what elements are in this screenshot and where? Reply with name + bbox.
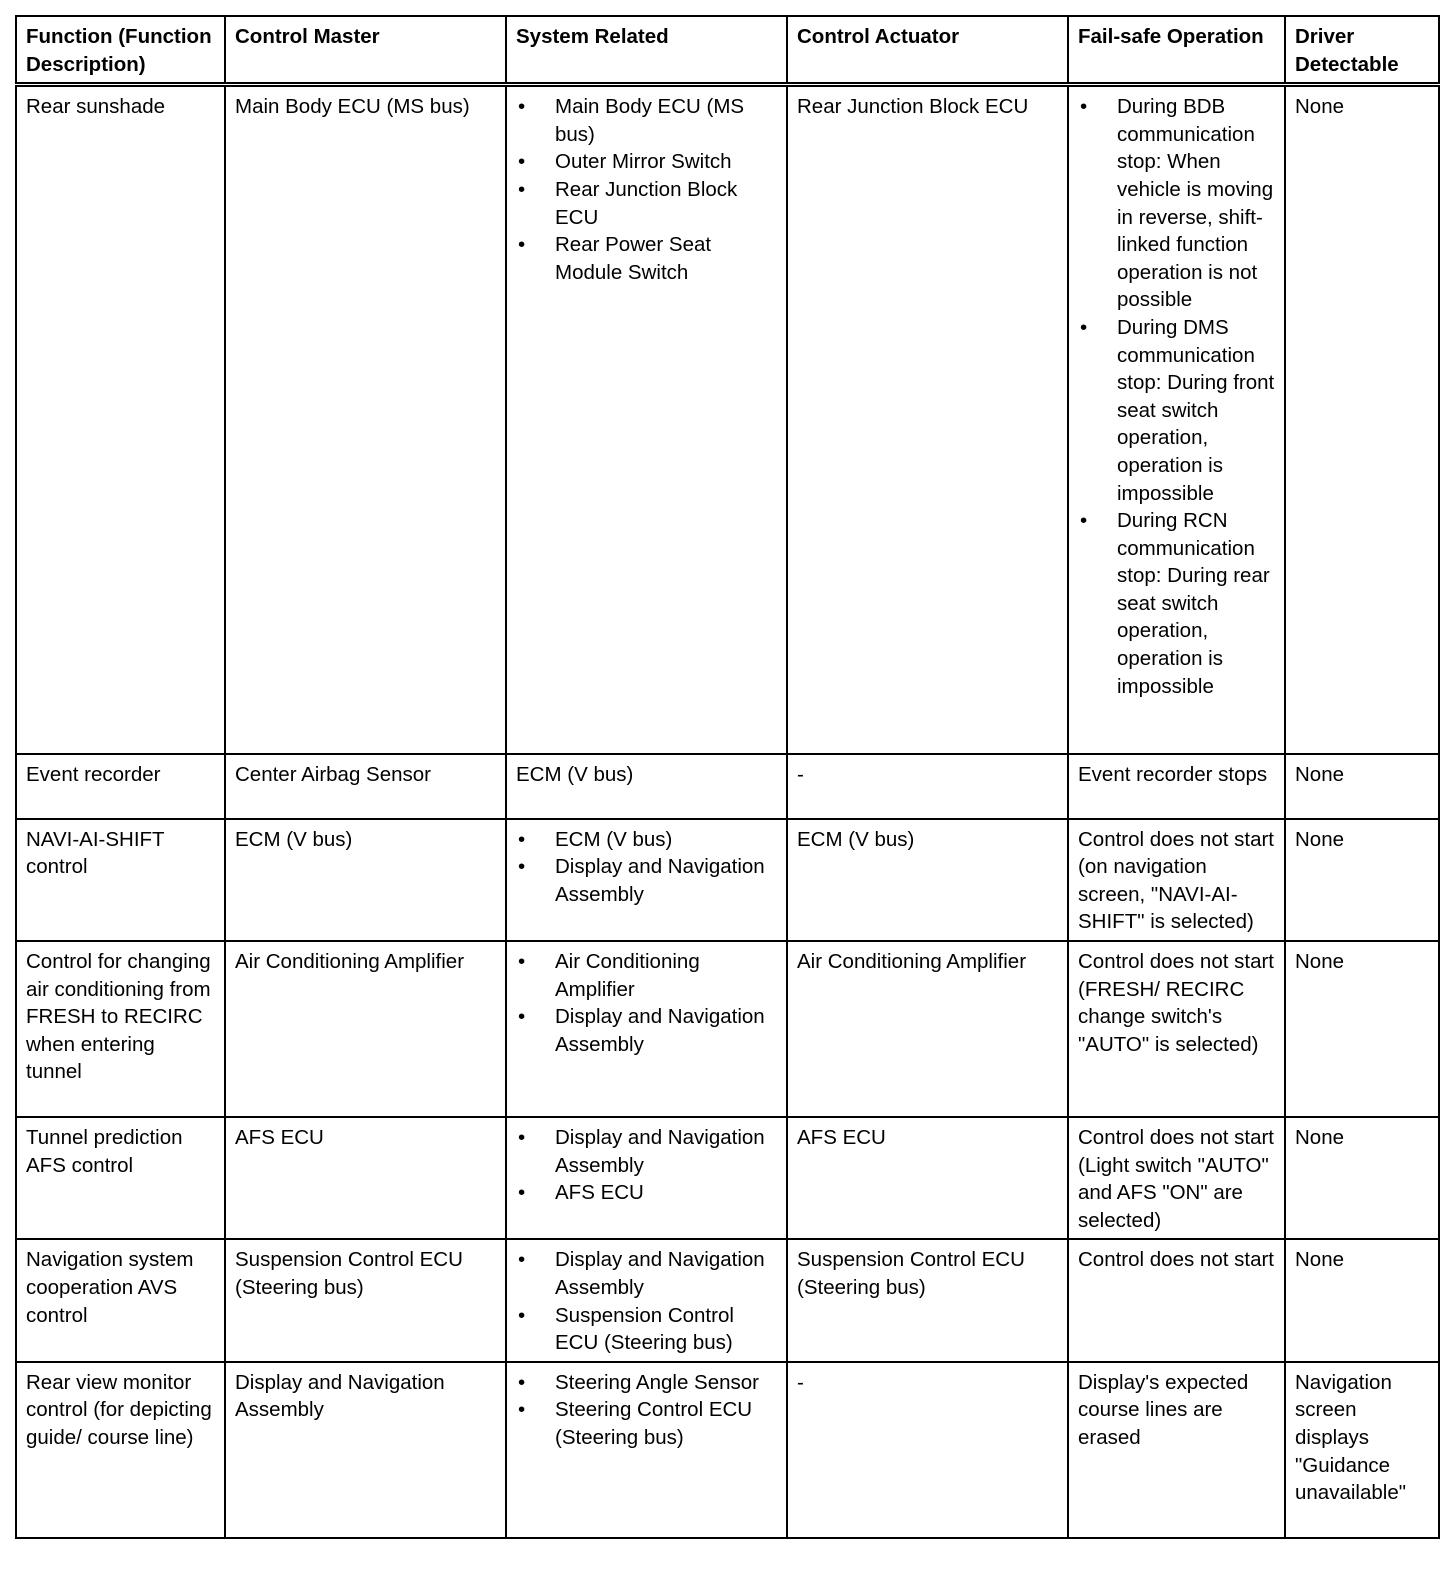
list-item: • Display and Navigation Assembly bbox=[516, 1246, 777, 1301]
table-row bbox=[16, 1362, 1439, 1538]
cell-system-related: ECM (V bus) bbox=[506, 754, 787, 819]
table-row bbox=[16, 1117, 1439, 1239]
list-item: • Display and Navigation Assembly bbox=[516, 853, 777, 908]
list-item: • During BDB communication stop: When vehicle is moving in reverse, shift-linked function operation is not possible bbox=[1078, 93, 1275, 314]
header-control-actuator: Control Actuator bbox=[787, 16, 1068, 85]
cell-fail-safe: Control does not start (Light switch "AUTO" and AFS "ON" are selected) bbox=[1068, 1117, 1285, 1239]
cell-function: NAVI-AI-SHIFT control bbox=[16, 819, 225, 941]
list-item: • Display and Navigation Assembly bbox=[516, 1124, 777, 1179]
cell-control-master: Suspension Control ECU (Steering bus) bbox=[225, 1239, 506, 1361]
cell-system-related bbox=[506, 819, 787, 941]
cell-control-actuator: Rear Junction Block ECU bbox=[787, 85, 1068, 754]
list-item: • Main Body ECU (MS bus) bbox=[516, 93, 777, 148]
header-row bbox=[16, 16, 1439, 85]
cell-control-actuator: Suspension Control ECU (Steering bus) bbox=[787, 1239, 1068, 1361]
cell-control-master: Main Body ECU (MS bus) bbox=[225, 85, 506, 754]
header-function: Function (Function Description) bbox=[16, 16, 225, 85]
cell-driver-detectable: Navigation screen displays "Guidance unavailable" bbox=[1285, 1362, 1439, 1538]
list-item: • Rear Junction Block ECU bbox=[516, 176, 777, 231]
cell-control-actuator: - bbox=[787, 754, 1068, 819]
cell-system-related bbox=[506, 941, 787, 1117]
header-fail-safe: Fail-safe Operation bbox=[1068, 16, 1285, 85]
cell-driver-detectable: None bbox=[1285, 941, 1439, 1117]
cell-control-master: Display and Navigation Assembly bbox=[225, 1362, 506, 1538]
cell-function: Tunnel prediction AFS control bbox=[16, 1117, 225, 1239]
cell-system-related bbox=[506, 85, 787, 754]
cell-driver-detectable: None bbox=[1285, 1239, 1439, 1361]
cell-fail-safe: Control does not start (on navigation screen, "NAVI-AI-SHIFT" is selected) bbox=[1068, 819, 1285, 941]
cell-fail-safe bbox=[1068, 85, 1285, 754]
cell-system-related bbox=[506, 1239, 787, 1361]
cell-control-actuator: - bbox=[787, 1362, 1068, 1538]
list-item: • During RCN communication stop: During rear seat switch operation, operation is impossible bbox=[1078, 507, 1275, 700]
cell-function: Event recorder bbox=[16, 754, 225, 819]
function-table bbox=[15, 15, 1440, 1539]
table-row bbox=[16, 941, 1439, 1117]
cell-function: Control for changing air conditioning from FRESH to RECIRC when entering tunnel bbox=[16, 941, 225, 1117]
table-row bbox=[16, 754, 1439, 819]
cell-fail-safe: Display's expected course lines are erased bbox=[1068, 1362, 1285, 1538]
table-row bbox=[16, 1239, 1439, 1361]
cell-control-master: Center Airbag Sensor bbox=[225, 754, 506, 819]
cell-control-actuator: ECM (V bus) bbox=[787, 819, 1068, 941]
header-driver-detectable: Driver Detectable bbox=[1285, 16, 1439, 85]
list-item: • Display and Navigation Assembly bbox=[516, 1003, 777, 1058]
list-item: • Steering Angle Sensor bbox=[516, 1369, 777, 1397]
cell-control-master: ECM (V bus) bbox=[225, 819, 506, 941]
cell-fail-safe: Event recorder stops bbox=[1068, 754, 1285, 819]
list-item: • ECM (V bus) bbox=[516, 826, 777, 854]
document-page bbox=[15, 15, 1438, 1539]
header-control-master: Control Master bbox=[225, 16, 506, 85]
cell-fail-safe: Control does not start bbox=[1068, 1239, 1285, 1361]
list-item: • AFS ECU bbox=[516, 1179, 777, 1207]
list-item: • Outer Mirror Switch bbox=[516, 148, 777, 176]
cell-fail-safe: Control does not start (FRESH/ RECIRC change switch's "AUTO" is selected) bbox=[1068, 941, 1285, 1117]
header-system-related: System Related bbox=[506, 16, 787, 85]
cell-driver-detectable: None bbox=[1285, 85, 1439, 754]
cell-control-master: AFS ECU bbox=[225, 1117, 506, 1239]
cell-control-actuator: AFS ECU bbox=[787, 1117, 1068, 1239]
list-item: • Rear Power Seat Module Switch bbox=[516, 231, 777, 286]
cell-driver-detectable: None bbox=[1285, 1117, 1439, 1239]
cell-function: Rear sunshade bbox=[16, 85, 225, 754]
list-item: • Air Conditioning Amplifier bbox=[516, 948, 777, 1003]
table-row bbox=[16, 85, 1439, 754]
cell-function: Navigation system cooperation AVS control bbox=[16, 1239, 225, 1361]
table-row bbox=[16, 819, 1439, 941]
cell-driver-detectable: None bbox=[1285, 819, 1439, 941]
cell-system-related bbox=[506, 1362, 787, 1538]
cell-control-master: Air Conditioning Amplifier bbox=[225, 941, 506, 1117]
cell-driver-detectable: None bbox=[1285, 754, 1439, 819]
list-item: • During DMS communication stop: During front seat switch operation, operation is impossible bbox=[1078, 314, 1275, 507]
cell-system-related bbox=[506, 1117, 787, 1239]
list-item: • Suspension Control ECU (Steering bus) bbox=[516, 1302, 777, 1357]
cell-control-actuator: Air Conditioning Amplifier bbox=[787, 941, 1068, 1117]
cell-function: Rear view monitor control (for depicting guide/ course line) bbox=[16, 1362, 225, 1538]
list-item: • Steering Control ECU (Steering bus) bbox=[516, 1396, 777, 1451]
